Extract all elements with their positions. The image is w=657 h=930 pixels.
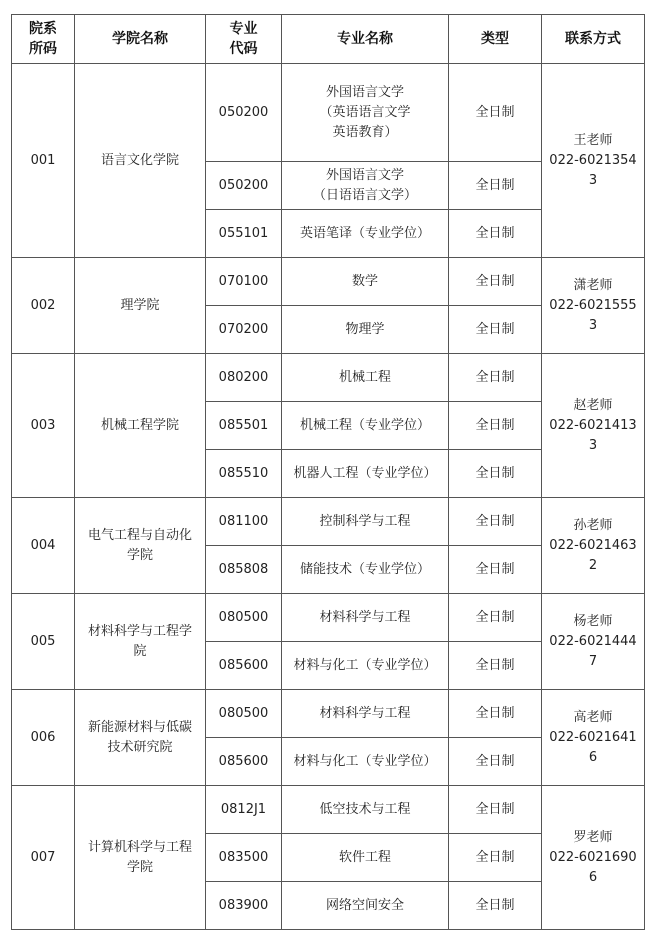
major-name-cell: 外国语言文学 （日语语言文学） [282, 162, 449, 210]
dept-code-cell: 001 [12, 64, 75, 258]
major-name-cell: 机器人工程（专业学位） [282, 450, 449, 498]
table-row [12, 64, 645, 162]
major-code-cell: 083900 [206, 882, 282, 930]
table-row [12, 594, 645, 642]
type-cell: 全日制 [449, 354, 542, 402]
major-name-cell: 材料科学与工程 [282, 594, 449, 642]
major-code-cell: 080500 [206, 690, 282, 738]
enrollment-table [11, 14, 645, 930]
major-code-cell: 070100 [206, 258, 282, 306]
major-code-cell: 085501 [206, 402, 282, 450]
major-code-cell: 080500 [206, 594, 282, 642]
major-code-cell: 083500 [206, 834, 282, 882]
enrollment-table-container [11, 14, 645, 930]
major-name-cell: 数学 [282, 258, 449, 306]
major-code-cell: 0812J1 [206, 786, 282, 834]
contact-cell: 赵老师 022-60214133 [542, 354, 645, 498]
contact-cell: 潇老师 022-60215553 [542, 258, 645, 354]
type-cell: 全日制 [449, 546, 542, 594]
type-cell: 全日制 [449, 210, 542, 258]
major-name-cell: 材料科学与工程 [282, 690, 449, 738]
major-code-cell: 050200 [206, 64, 282, 162]
type-cell: 全日制 [449, 402, 542, 450]
major-name-cell: 储能技术（专业学位） [282, 546, 449, 594]
table-row [12, 354, 645, 402]
table-row [12, 498, 645, 546]
major-code-cell: 070200 [206, 306, 282, 354]
contact-cell: 杨老师 022-60214447 [542, 594, 645, 690]
type-cell: 全日制 [449, 690, 542, 738]
header-major-code: 专业 代码 [206, 15, 282, 64]
type-cell: 全日制 [449, 162, 542, 210]
major-name-cell: 外国语言文学 （英语语言文学 英语教育） [282, 64, 449, 162]
type-cell: 全日制 [449, 594, 542, 642]
college-name-cell: 材料科学与工程学 院 [75, 594, 206, 690]
header-row [12, 15, 645, 64]
type-cell: 全日制 [449, 64, 542, 162]
major-code-cell: 050200 [206, 162, 282, 210]
dept-code-cell: 006 [12, 690, 75, 786]
type-cell: 全日制 [449, 450, 542, 498]
major-code-cell: 080200 [206, 354, 282, 402]
major-name-cell: 英语笔译（专业学位） [282, 210, 449, 258]
type-cell: 全日制 [449, 498, 542, 546]
type-cell: 全日制 [449, 738, 542, 786]
major-code-cell: 085600 [206, 738, 282, 786]
college-name-cell: 语言文化学院 [75, 64, 206, 258]
table-row [12, 786, 645, 834]
contact-cell: 罗老师 022-60216906 [542, 786, 645, 930]
table-row [12, 258, 645, 306]
major-name-cell: 材料与化工（专业学位） [282, 642, 449, 690]
major-name-cell: 软件工程 [282, 834, 449, 882]
major-name-cell: 材料与化工（专业学位） [282, 738, 449, 786]
college-name-cell: 新能源材料与低碳 技术研究院 [75, 690, 206, 786]
college-name-cell: 理学院 [75, 258, 206, 354]
type-cell: 全日制 [449, 258, 542, 306]
dept-code-cell: 005 [12, 594, 75, 690]
type-cell: 全日制 [449, 642, 542, 690]
major-name-cell: 物理学 [282, 306, 449, 354]
major-name-cell: 机械工程（专业学位） [282, 402, 449, 450]
major-code-cell: 055101 [206, 210, 282, 258]
contact-cell: 高老师 022-60216416 [542, 690, 645, 786]
major-code-cell: 081100 [206, 498, 282, 546]
major-code-cell: 085510 [206, 450, 282, 498]
dept-code-cell: 002 [12, 258, 75, 354]
major-code-cell: 085600 [206, 642, 282, 690]
type-cell: 全日制 [449, 306, 542, 354]
type-cell: 全日制 [449, 882, 542, 930]
header-college-name: 学院名称 [75, 15, 206, 64]
dept-code-cell: 003 [12, 354, 75, 498]
major-name-cell: 网络空间安全 [282, 882, 449, 930]
major-name-cell: 机械工程 [282, 354, 449, 402]
header-contact: 联系方式 [542, 15, 645, 64]
header-dept-code: 院系 所码 [12, 15, 75, 64]
type-cell: 全日制 [449, 834, 542, 882]
table-row [12, 690, 645, 738]
major-code-cell: 085808 [206, 546, 282, 594]
contact-cell: 孙老师 022-60214632 [542, 498, 645, 594]
dept-code-cell: 007 [12, 786, 75, 930]
college-name-cell: 机械工程学院 [75, 354, 206, 498]
dept-code-cell: 004 [12, 498, 75, 594]
major-name-cell: 低空技术与工程 [282, 786, 449, 834]
major-name-cell: 控制科学与工程 [282, 498, 449, 546]
contact-cell: 王老师 022-60213543 [542, 64, 645, 258]
college-name-cell: 电气工程与自动化 学院 [75, 498, 206, 594]
header-major-name: 专业名称 [282, 15, 449, 64]
header-type: 类型 [449, 15, 542, 64]
type-cell: 全日制 [449, 786, 542, 834]
college-name-cell: 计算机科学与工程 学院 [75, 786, 206, 930]
